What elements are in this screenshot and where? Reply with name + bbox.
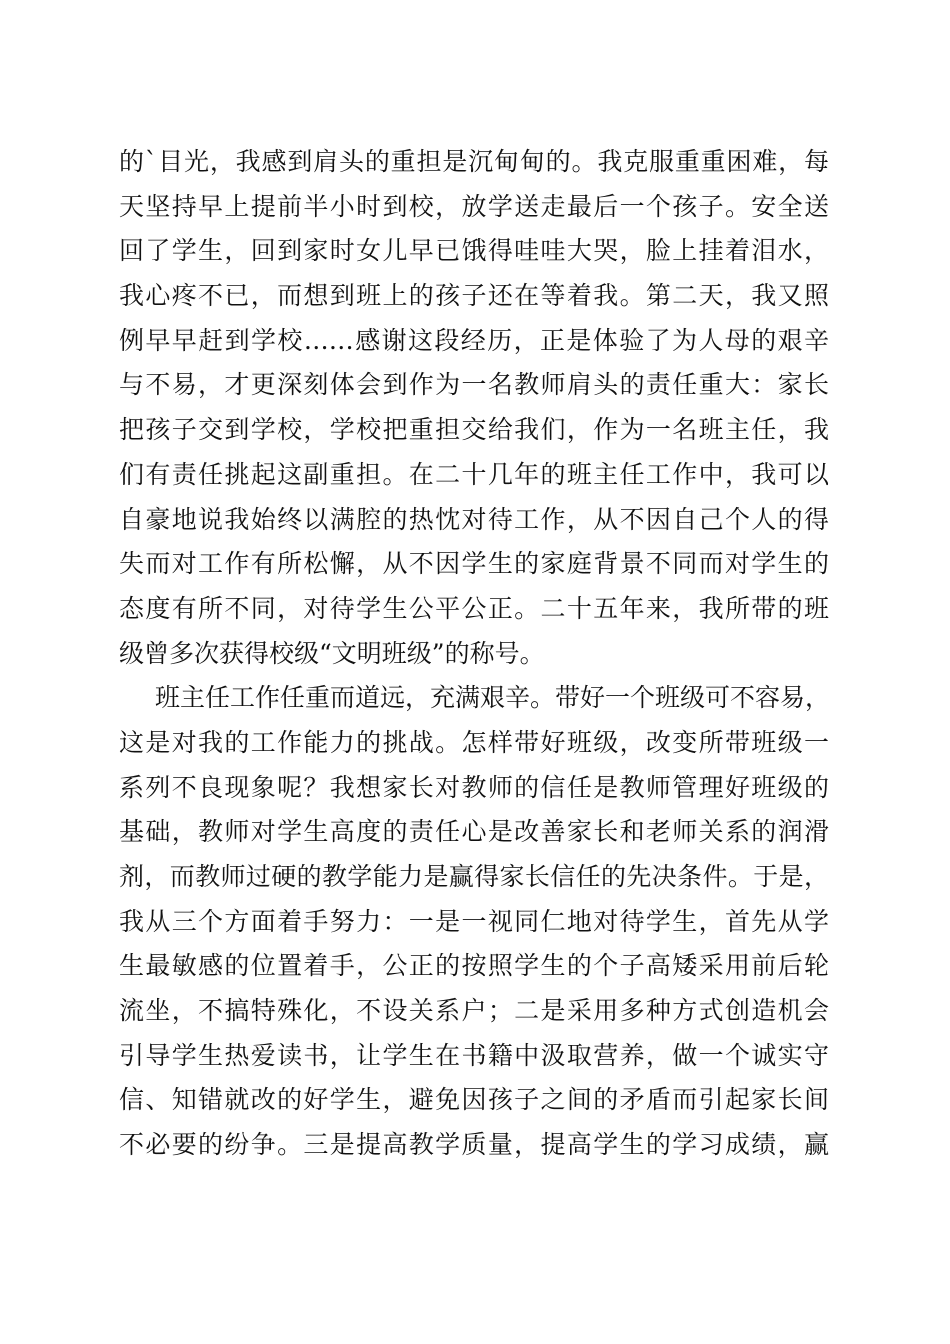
text-line: 天坚持早上提前半小时到校，放学送走最后一个孩子。安全送	[119, 191, 829, 221]
text-line: 回了学生，回到家时女儿早已饿得哇哇大哭，脸上挂着泪水，	[119, 236, 829, 266]
text-line: 自豪地说我始终以满腔的热忱对待工作，从不因自己个人的得	[119, 504, 829, 534]
body-text	[119, 140, 829, 1168]
text-line: 们有责任挑起这副重担。在二十几年的班主任工作中，我可以	[119, 459, 829, 489]
text-line: 我从三个方面着手努力：一是一视同仁地对待学生，首先从学	[119, 906, 829, 936]
text-line: 引导学生热爱读书，让学生在书籍中汲取营养，做一个诚实守	[119, 1040, 829, 1070]
text-line: 流坐，不搞特殊化，不设关系户；二是采用多种方式创造机会	[119, 996, 829, 1026]
text-line: 剂，而教师过硬的教学能力是赢得家长信任的先决条件。于是，	[119, 862, 829, 891]
text-line: 系列不良现象呢？我想家长对教师的信任是教师管理好班级的	[119, 772, 829, 802]
text-line: 失而对工作有所松懈，从不因学生的家庭背景不同而对学生的	[119, 549, 829, 579]
text-line: 这是对我的工作能力的挑战。怎样带好班级，改变所带班级一	[119, 727, 829, 757]
text-line: 与不易，才更深刻体会到作为一名教师肩头的责任重大：家长	[119, 370, 829, 400]
paragraph-start-line: 班主任工作任重而道远，充满艰辛。带好一个班级可不容易，	[155, 683, 831, 713]
text-line: 例早早赶到学校……感谢这段经历，正是体验了为人母的艰辛	[119, 325, 829, 355]
text-line: 信、知错就改的好学生，避免因孩子之间的矛盾而引起家长间	[119, 1085, 829, 1115]
text-line: 生最敏感的位置着手，公正的按照学生的个子高矮采用前后轮	[119, 951, 829, 981]
paragraph-end-line: 级曾多次获得校级“文明班级”的称号。	[119, 638, 545, 668]
text-line: 态度有所不同，对待学生公平公正。二十五年来，我所带的班	[119, 593, 829, 623]
text-line: 我心疼不已，而想到班上的孩子还在等着我。第二天，我又照	[119, 281, 829, 311]
text-line: 不必要的纷争。三是提高教学质量，提高学生的学习成绩，赢	[119, 1130, 829, 1160]
text-line: 把孩子交到学校，学校把重担交给我们，作为一名班主任，我	[119, 415, 829, 445]
text-line: 的`目光，我感到肩头的重担是沉甸甸的。我克服重重困难，每	[119, 147, 829, 176]
text-line: 基础，教师对学生高度的责任心是改善家长和老师关系的润滑	[119, 817, 829, 847]
